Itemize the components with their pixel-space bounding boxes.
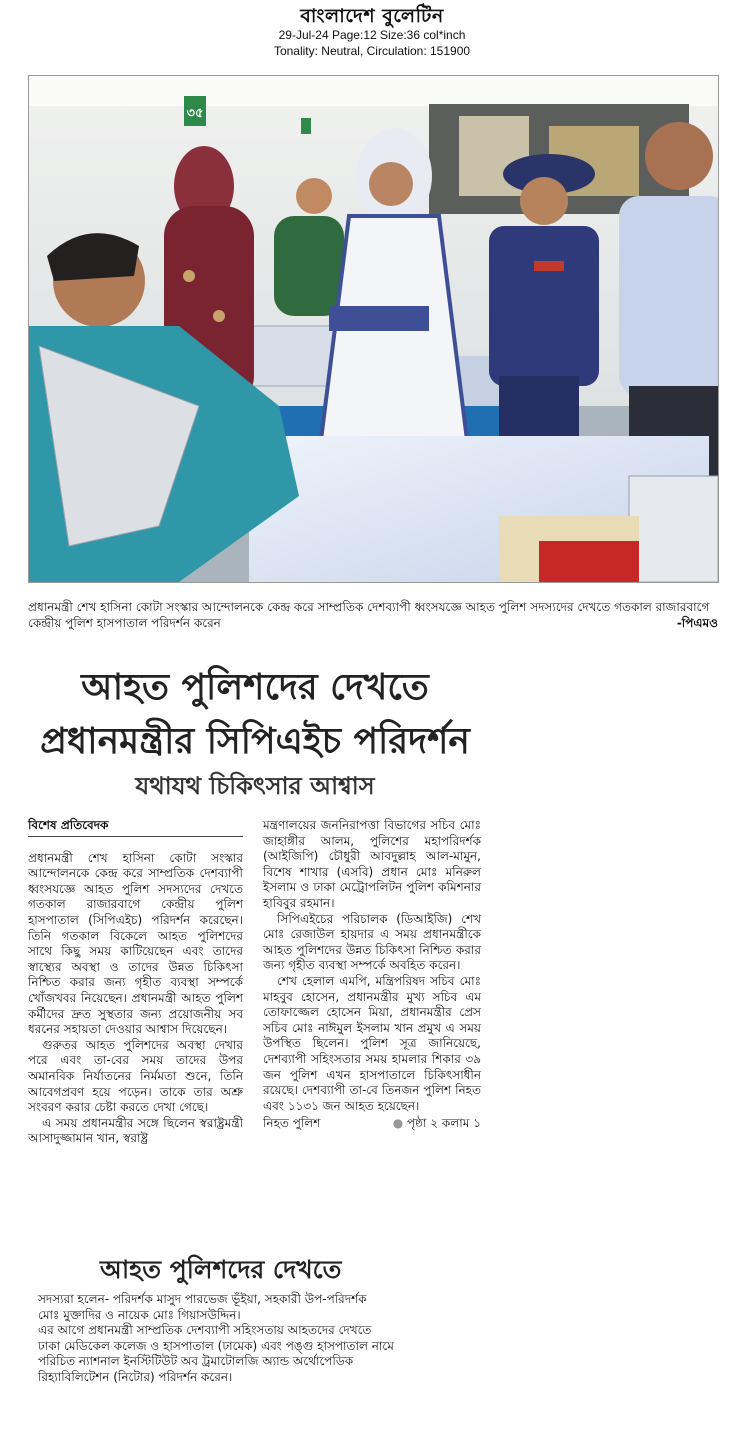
headline-line2: প্রধানমন্ত্রীর সিপিএইচ পরিদর্শন <box>40 721 470 762</box>
continuation-line: এর আগে প্রধানমন্ত্রী সাম্প্রতিক দেশব্যাপী সহিংসতায় আহতদের দেখতে <box>38 1323 372 1337</box>
article-paragraph: প্রধানমন্ত্রী শেখ হাসিনা কোটা সংস্কার আন্দোলনকে কেন্দ্র করে সাম্প্রতিক দেশব্যাপী ধ্বংসযজ্ঞে আহত পুলিশ সদস্যদের দেখতে গতকাল রাজারবাগে কেন্দ্রীয় পুলিশ হাসপাতাল (সিপিএইচ) পরিদর্শন করেছেন। তিনি গতকাল বিকেলে আহত পুলিশদের সাথে কিছু সময় কাটিয়েছেন এবং তাদের স্বাস্থ্যের অবস্থা ও তাদের উন্নত চিকিৎসা নিশ্চিত করার জন্য গৃহীত ব্যবস্থা সম্পর্কে খোঁজখবর নিয়েছেন। প্রধানমন্ত্রী আহত পুলিশ কর্মীদের দ্রুত সুস্থতার জন্য প্রয়োজনীয় সব ধরনের সহায়তা দেওয়ার আশ্বাস দিয়েছেন। <box>28 850 243 1037</box>
article-column-2 <box>263 818 481 1132</box>
article-paragraph: মন্ত্রণালয়ের জননিরাপত্তা বিভাগের সচিব মোঃ জাহাঙ্গীর আলম, পুলিশের মহাপরিদর্শক (আইজিপি) চৌধুরী আবদুল্লাহ আল-মামুন, বিশেষ শাখার (এসবি) প্রধান মোঃ মনিরুল ইসলাম ও ঢাকা মেট্রোপলিটন পুলিশ কমিশনার হাবিবুর রহমান। <box>263 818 481 910</box>
article-column-1 <box>28 818 243 1147</box>
continuation-line: মোঃ মুক্তাদির ও নায়েক মোঃ গিয়াসউদ্দিন। <box>38 1307 241 1322</box>
continuation-text <box>38 1292 498 1385</box>
jump-reference[interactable] <box>393 1116 481 1132</box>
article-paragraph: শেখ হেলাল এমপি, মন্ত্রিপরিষদ সচিব মোঃ মাহবুব হোসেন, প্রধানমন্ত্রীর মুখ্য সচিব এম তোফাজ্জেল হোসেন মিয়া, প্রধানমন্ত্রীর প্রেস সচিব মোঃ নাঈমুল ইসলাম খান প্রমুখ এ সময় উপস্থিত ছিলেন। পুলিশ সূত্র জানিয়েছে, দেশব্যাপী সহিংসতার সময় হামলার শিকার ৩৯ জন পুলিশ এখন হাসপাতালে চিকিৎসাধীন রয়েছে। দেশব্যাপী তা-বে তিনজন পুলিশ নিহত এবং ১১৩১ জন আহত হয়েছেন। <box>263 973 481 1113</box>
continuation-heading: আহত পুলিশদের দেখতে <box>100 1255 342 1284</box>
continuation-line: সদস্যরা হলেন- পরিদর্শক মাসুদ পারভেজ ভূঁইয়া, সহকারী উপ-পরিদর্শক <box>38 1292 367 1306</box>
headline-line1: আহত পুলিশদের দেখতে <box>81 667 429 708</box>
photo-credit: -পিএমও <box>676 616 718 630</box>
news-photo <box>28 75 719 583</box>
article-paragraph: সিপিএইচের পরিচালক (ডিআইজি) শেখ মোঃ রেজাউল হায়দার এ সময় প্রধানমন্ত্রীকে আহত পুলিশদের উন্নত চিকিৎসা নিশ্চিত করার জন্য গৃহীত ব্যবস্থা সম্পর্কে অবহিত করেন। <box>263 911 481 973</box>
caption-text: প্রধানমন্ত্রী শেখ হাসিনা কোটা সংস্কার আন্দোলনকে কেন্দ্র করে সাম্প্রতিক দেশব্যাপী ধ্বংসযজ্ঞে আহত পুলিশ সদস্যদের দেখতে গতকাল রাজারবাগে কেন্দ্রীয় পুলিশ হাসপাতাল পরিদর্শন করেন <box>28 600 710 630</box>
subheadline: যথাযথ চিকিৎসার আশ্বাস <box>135 772 375 800</box>
continuation-line: রিহ্যাবিলিটেশন (নিটোর) পরিদর্শন করেন। <box>38 1369 233 1384</box>
bullet-icon: ● <box>392 1116 404 1131</box>
jump-lead: নিহত পুলিশ <box>263 1116 321 1131</box>
sign-number: ৩৫ <box>186 106 204 121</box>
newspaper-masthead: বাংলাদেশ বুলেটিন <box>300 5 444 27</box>
clip-meta-line2: Tonality: Neutral, Circulation: 151900 <box>273 44 471 58</box>
article-paragraph: এ সময় প্রধানমন্ত্রীর সঙ্গে ছিলেন স্বরাষ্ট্রমন্ত্রী আসাদুজ্জামান খান, স্বরাষ্ট্র <box>28 1115 243 1146</box>
article-paragraph: গুরুতর আহত পুলিশদের অবস্থা দেখার পরে এবং তা-বের সময় তাদের উপর অমানবিক নির্যাতনের নির্মমতা শুনে, তিনি আবেগপ্রবণ হয়ে পড়েন। তাকে তার অশ্রু সংবরণ করার চেষ্টা করতে দেখা গেছে। <box>28 1037 243 1115</box>
jump-line <box>263 1116 481 1132</box>
continuation-line: ঢাকা মেডিকেল কলেজ ও হাসপাতাল (ঢামেক) এবং পঙ্গু হাসপাতাল নামে <box>38 1338 394 1353</box>
photo-caption <box>28 599 718 631</box>
jump-ref-text: পৃষ্ঠা ২ কলাম ১ <box>407 1116 481 1131</box>
clip-meta-line1: 29-Jul-24 Page:12 Size:36 col*inch <box>278 28 466 42</box>
byline: বিশেষ প্রতিবেদক <box>28 818 243 837</box>
continuation-line: পরিচিত ন্যাশনাল ইনস্টিটিউট অব ট্রমাটোলজি অ্যান্ড অর্থোপেডিক <box>38 1354 354 1368</box>
photo-illustration <box>29 76 718 582</box>
